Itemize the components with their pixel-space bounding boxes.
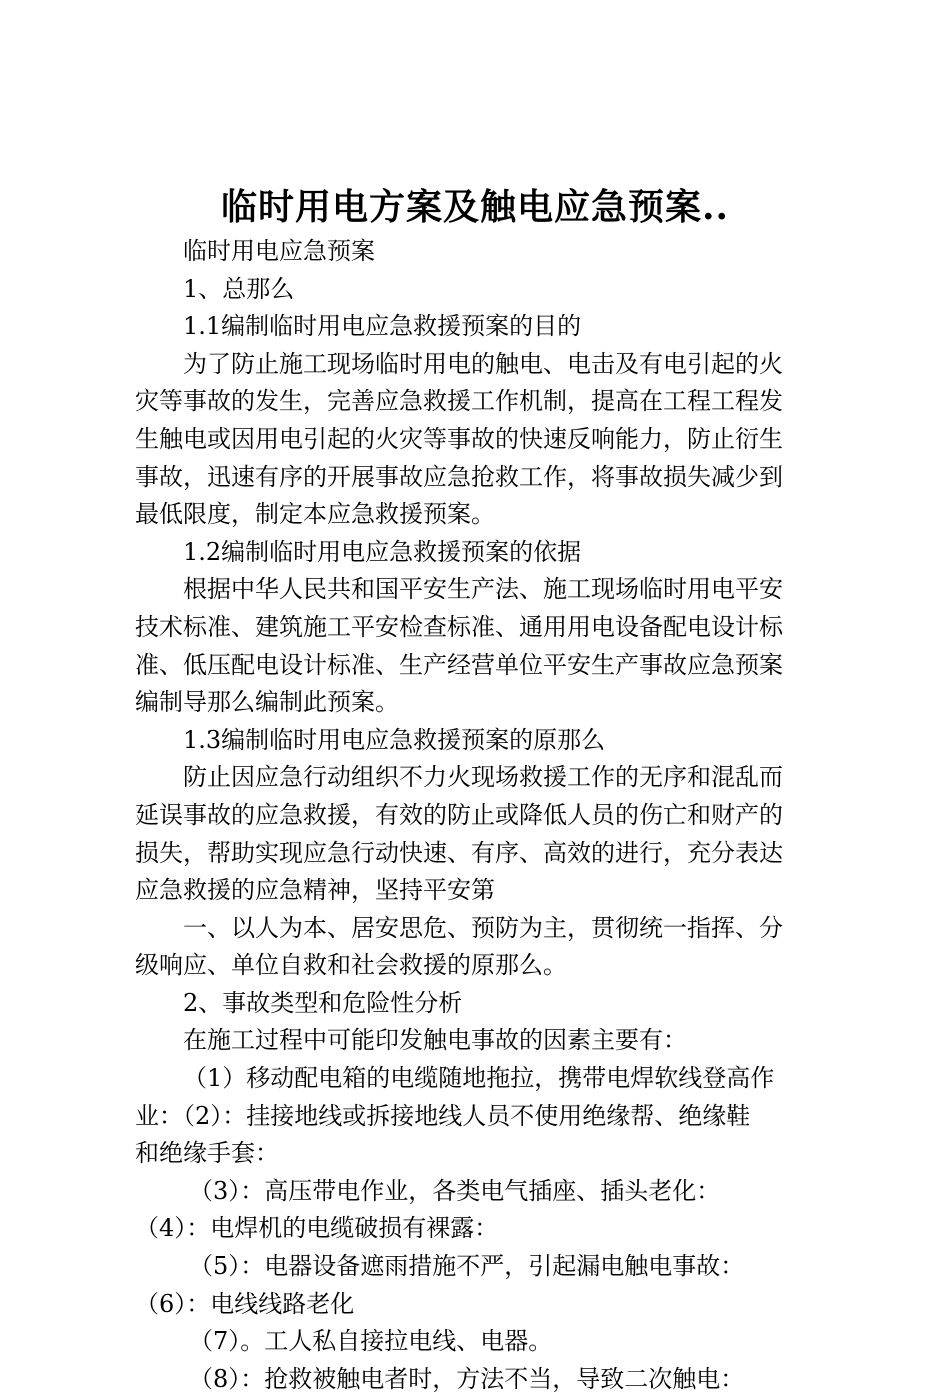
- paragraph-line: 为了防止施工现场临时用电的触电、电击及有电引起的火: [183, 349, 783, 378]
- section-heading: 2、事故类型和危险性分析: [183, 988, 463, 1017]
- paragraph-line: 准、低压配电设计标准、生产经营单位平安生产事故应急预案: [135, 650, 783, 679]
- paragraph-line: 损失，帮助实现应急行动快速、有序、高效的进行，充分表达: [135, 838, 783, 867]
- list-item: （5）：电器设备遮雨措施不严，引起漏电触电事故：: [189, 1252, 745, 1281]
- paragraph-line: 应急救援的应急精神，坚持平安第: [135, 876, 495, 905]
- subsection-heading: 1.1编制临时用电应急救援预案的目的: [183, 312, 582, 341]
- list-item: （7）。工人私自接拉电线、电器。: [189, 1327, 553, 1356]
- paragraph-line: 事故，迅速有序的开展事故应急抢救工作，将事故损失减少到: [135, 462, 783, 491]
- section-heading: 1、总那么: [183, 274, 295, 303]
- paragraph-line: 最低限度，制定本应急救援预案。: [135, 500, 495, 529]
- list-item: （4）：电焊机的电缆破损有裸露：: [135, 1214, 499, 1243]
- paragraph-line: 延误事故的应急救援，有效的防止或降低人员的伤亡和财产的: [135, 800, 783, 829]
- paragraph-line: 一、以人为本、居安思危、预防为主，贯彻统一指挥、分: [183, 913, 783, 942]
- paragraph-line: 在施工过程中可能印发触电事故的因素主要有：: [183, 1026, 687, 1055]
- section-heading: 临时用电应急预案: [183, 237, 375, 265]
- paragraph-line: 防止因应急行动组织不力火现场救援工作的无序和混乱而: [183, 763, 783, 792]
- list-item: （6）：电线线路老化: [135, 1289, 355, 1318]
- paragraph-line: 生触电或因用电引起的火灾等事故的快速反响能力，防止衍生: [135, 424, 783, 453]
- subsection-heading: 1.3编制临时用电应急救援预案的原那么: [183, 725, 606, 754]
- document-body: [135, 233, 825, 1398]
- paragraph-line: 根据中华人民共和国平安生产法、施工现场临时用电平安: [183, 575, 783, 604]
- list-item: 和绝缘手套：: [135, 1139, 279, 1168]
- list-item: （8）：抢救被触电者时，方法不当，导致二次触电：: [189, 1364, 745, 1393]
- paragraph-line: 技术标准、建筑施工平安检查标准、通用用电设备配电设计标: [135, 612, 783, 641]
- list-item: （1）移动配电箱的电缆随地拖拉，携带电焊软线登高作: [183, 1064, 775, 1093]
- paragraph-line: 灾等事故的发生，完善应急救援工作机制，提高在工程工程发: [135, 387, 783, 416]
- document-title: 临时用电方案及触电应急预案..: [220, 186, 730, 228]
- list-item: （3）：高压带电作业，各类电气插座、插头老化：: [189, 1176, 721, 1205]
- paragraph-line: 级响应、单位自救和社会救援的原那么。: [135, 951, 567, 980]
- paragraph-line: 编制导那么编制此预案。: [135, 688, 399, 717]
- subsection-heading: 1.2编制临时用电应急救援预案的依据: [183, 537, 582, 566]
- list-item: 业：（2）：挂接地线或拆接地线人员不使用绝缘帮、绝缘鞋: [135, 1101, 751, 1130]
